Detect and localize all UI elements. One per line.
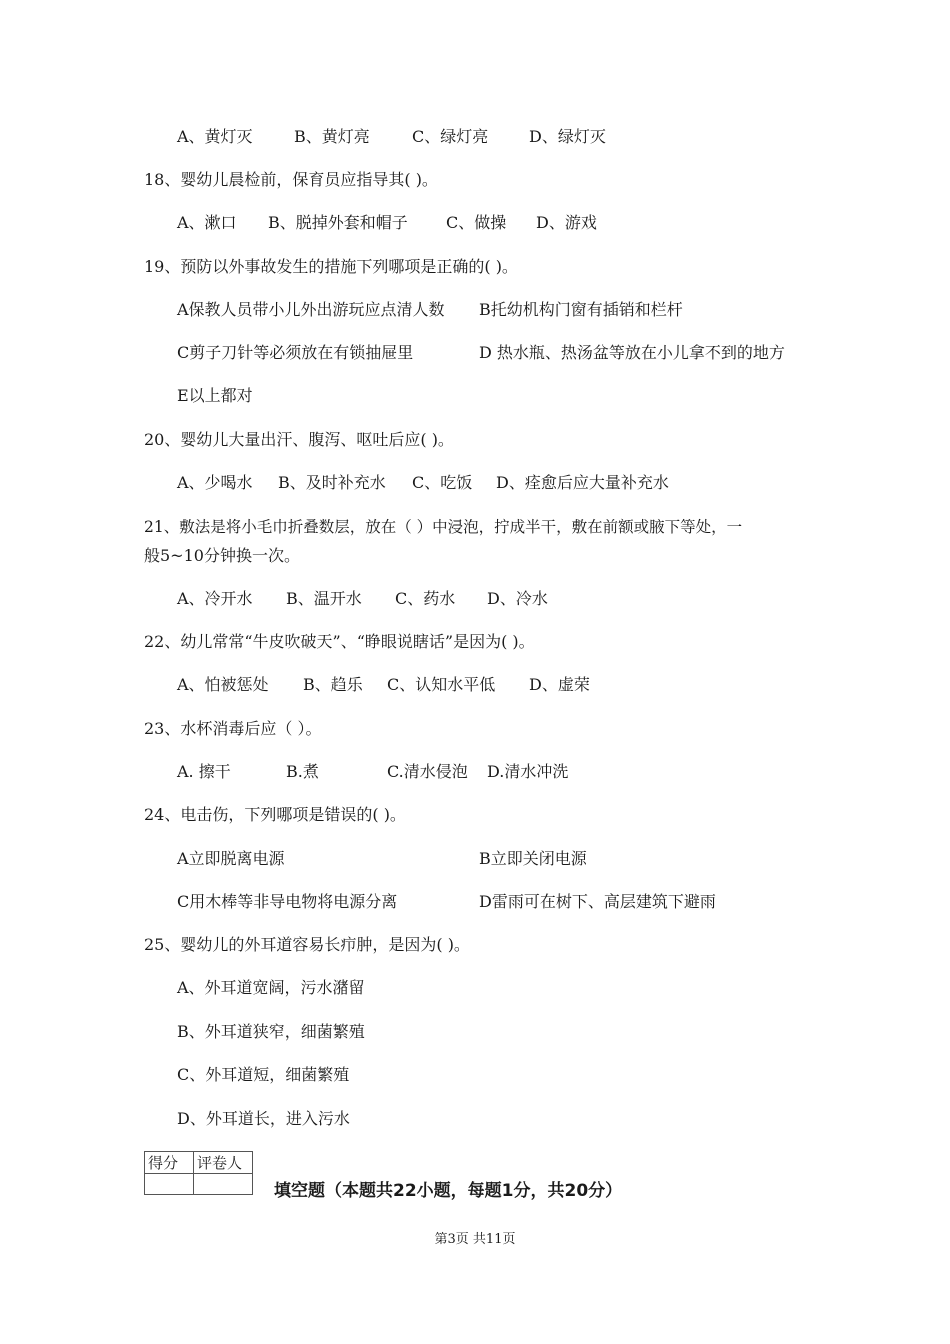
q23-option-b: B.煮: [286, 762, 319, 781]
q23-option-a: A. 擦干: [177, 762, 231, 781]
q19-stem: 19、预防以外事故发生的措施下列哪项是正确的( )。: [144, 257, 518, 276]
q19-option-b: B托幼机构门窗有插销和栏杆: [479, 300, 683, 319]
q21-stem-line1: 21、敷法是将小毛巾折叠数层，放在（ ）中浸泡，拧成半干，敷在前额或腋下等处，一: [144, 518, 743, 536]
score-cell: [145, 1174, 194, 1195]
q20-stem: 20、婴幼儿大量出汗、腹泻、呕吐后应( )。: [144, 430, 454, 449]
q24-option-a: A立即脱离电源: [177, 849, 285, 868]
q19-option-a: A保教人员带小儿外出游玩应点清人数: [177, 300, 445, 319]
q24-option-c: C用木棒等非导电物将电源分离: [177, 892, 398, 911]
q22-option-d: D、虚荣: [529, 675, 590, 694]
q19-option-c: C剪子刀针等必须放在有锁抽屉里: [177, 343, 414, 362]
q22-stem: 22、幼儿常常“牛皮吹破天”、“睁眼说瞎话”是因为( )。: [144, 632, 535, 651]
q21-option-b: B、温开水: [286, 589, 362, 608]
q22-option-b: B、趋乐: [303, 675, 363, 694]
grader-label: 评卷人: [194, 1152, 253, 1174]
q18-option-d: D、游戏: [536, 213, 597, 232]
q25-option-b: B、外耳道狭窄，细菌繁殖: [177, 1022, 365, 1041]
q21-option-c: C、药水: [395, 589, 456, 608]
section-title: 填空题（本题共22小题，每题1分，共20分）: [274, 1181, 623, 1201]
q25-stem: 25、婴幼儿的外耳道容易长疖肿，是因为( )。: [144, 935, 470, 954]
q23-stem: 23、水杯消毒后应（ ）。: [144, 719, 322, 738]
q25-option-d: D、外耳道长，进入污水: [177, 1109, 350, 1128]
q20-option-b: B、及时补充水: [278, 473, 386, 492]
q25-option-c: C、外耳道短，细菌繁殖: [177, 1065, 350, 1084]
q25-option-a: A、外耳道宽阔，污水潴留: [177, 978, 365, 997]
q17-option-a: A、黄灯灭: [177, 127, 253, 146]
q18-option-c: C、做操: [446, 213, 507, 232]
q24-option-b: B立即关闭电源: [479, 849, 587, 868]
page-footer: 第3页 共11页: [434, 1232, 516, 1247]
q20-option-d: D、痊愈后应大量补充水: [496, 473, 669, 492]
q20-option-a: A、少喝水: [177, 473, 253, 492]
q17-option-b: B、黄灯亮: [294, 127, 370, 146]
score-box: [144, 1151, 253, 1195]
q18-option-b: B、脱掉外套和帽子: [268, 213, 408, 232]
q17-option-c: C、绿灯亮: [412, 127, 489, 146]
q17-option-d: D、绿灯灭: [529, 127, 606, 146]
q18-option-a: A、漱口: [177, 213, 237, 232]
q22-option-c: C、认知水平低: [387, 675, 496, 694]
q24-option-d: D雷雨可在树下、高层建筑下避雨: [479, 892, 716, 911]
q18-stem: 18、婴幼儿晨检前，保育员应指导其( )。: [144, 170, 438, 189]
q21-stem-line2: 般5~10分钟换一次。: [144, 546, 300, 565]
grader-cell: [194, 1174, 253, 1195]
q24-stem: 24、电击伤，下列哪项是错误的( )。: [144, 805, 406, 824]
q20-option-c: C、吃饭: [412, 473, 473, 492]
score-label: 得分: [145, 1152, 194, 1174]
q19-option-d: D 热水瓶、热汤盆等放在小儿拿不到的地方: [479, 343, 785, 362]
q21-option-a: A、冷开水: [177, 589, 253, 608]
q23-option-d: D.清水冲洗: [487, 762, 569, 781]
q23-option-c: C.清水侵泡: [387, 762, 468, 781]
q19-option-e: E以上都对: [177, 386, 253, 405]
q21-option-d: D、冷水: [487, 589, 548, 608]
q22-option-a: A、怕被惩处: [177, 675, 269, 694]
